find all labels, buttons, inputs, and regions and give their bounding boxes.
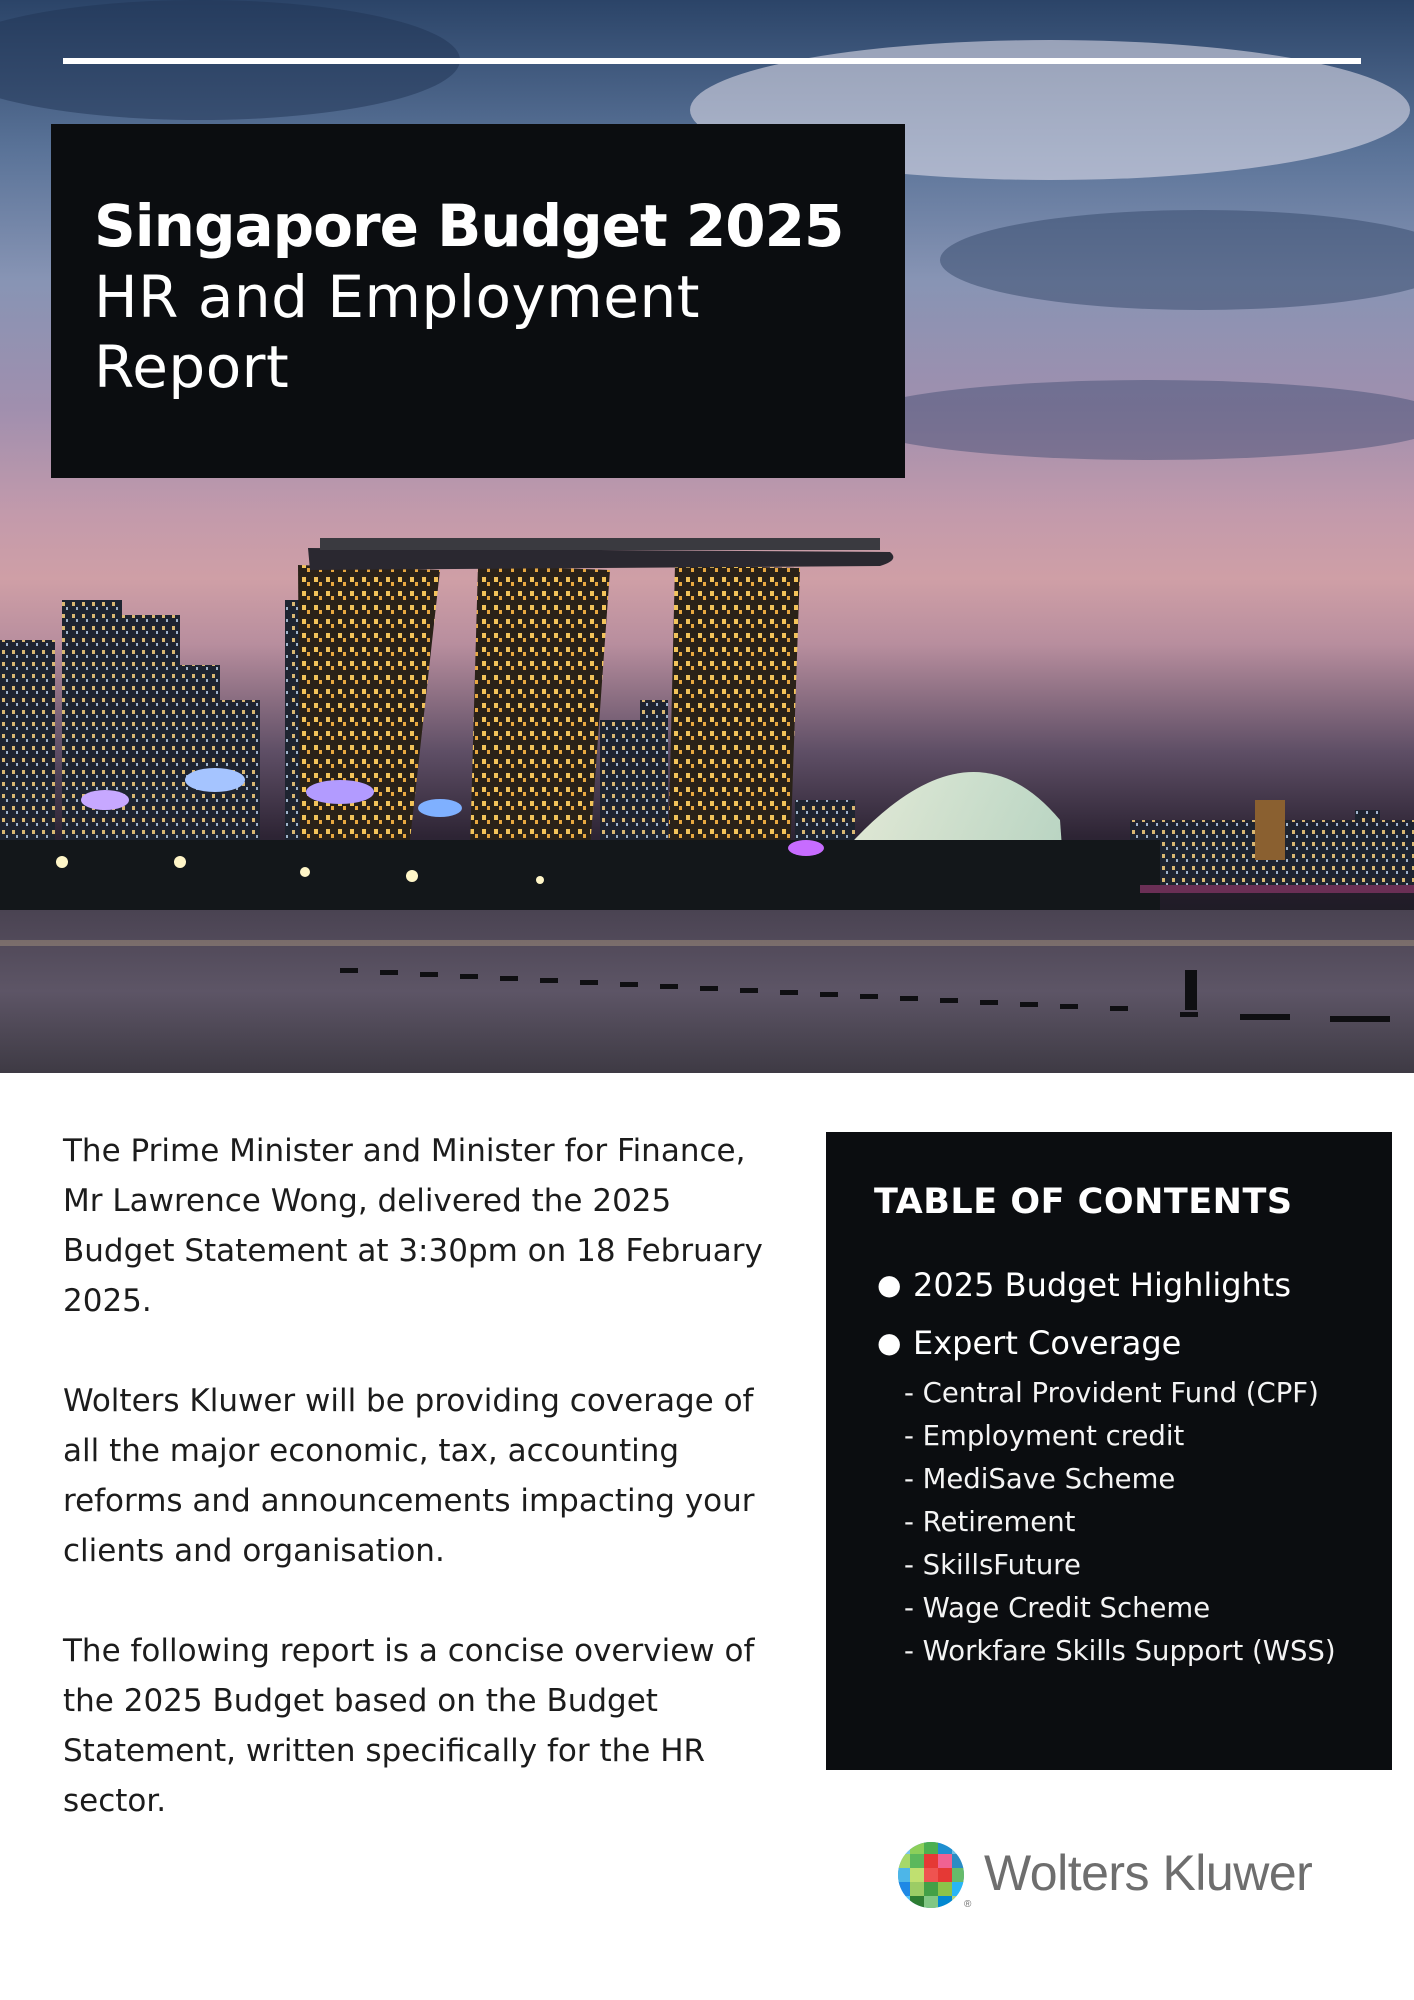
- toc-subitem-skillsfuture[interactable]: - SkillsFuture: [904, 1549, 1081, 1581]
- table-of-contents: [826, 1132, 1392, 1770]
- toc-subitem-cpf[interactable]: - Central Provident Fund (CPF): [904, 1377, 1319, 1409]
- toc-subitem-employment-credit[interactable]: - Employment credit: [904, 1420, 1185, 1452]
- toc-item-label: 2025 Budget Highlights: [913, 1266, 1292, 1304]
- toc-title: TABLE OF CONTENTS: [874, 1182, 1293, 1222]
- top-rule: [63, 58, 1361, 64]
- bullet-icon: ●: [877, 1326, 902, 1359]
- toc-subitems: [874, 1372, 1392, 1673]
- toc-subitem-wss[interactable]: - Workfare Skills Support (WSS): [904, 1635, 1336, 1667]
- logo-wordmark: Wolters Kluwer: [984, 1845, 1313, 1901]
- toc-item-expert-coverage[interactable]: [874, 1314, 1392, 1372]
- title-panel: [51, 124, 905, 478]
- toc-subitem-wage-credit[interactable]: - Wage Credit Scheme: [904, 1592, 1211, 1624]
- registered-mark: ®: [964, 1899, 972, 1910]
- intro-paragraph: The following report is a concise overview of the 2025 Budget based on the Budget Statement, written specifically for the HR sector.: [63, 1633, 755, 1819]
- bullet-icon: ●: [877, 1268, 902, 1301]
- toc-item-label: Expert Coverage: [913, 1324, 1182, 1362]
- logo-mosaic-icon: [896, 1840, 976, 1910]
- toc-subitem-medisave[interactable]: - MediSave Scheme: [904, 1463, 1176, 1495]
- wolters-kluwer-logo: [896, 1838, 1346, 1910]
- intro-paragraph: The Prime Minister and Minister for Finance, Mr Lawrence Wong, delivered the 2025 Budget Statement at 3:30pm on 18 February 2025.: [63, 1133, 763, 1319]
- report-subtitle-line-2: Report: [94, 333, 290, 401]
- report-title: Singapore Budget 2025: [94, 192, 844, 260]
- report-subtitle-line-1: HR and Employment: [94, 263, 700, 331]
- intro-paragraph: Wolters Kluwer will be providing coverage of all the major economic, tax, accounting reforms and announcements impacting your clients and organisation.: [63, 1383, 755, 1569]
- toc-list: [874, 1256, 1392, 1372]
- toc-subitem-retirement[interactable]: - Retirement: [904, 1506, 1076, 1538]
- toc-item-budget-highlights[interactable]: [874, 1256, 1392, 1314]
- intro-text: [63, 1126, 763, 1876]
